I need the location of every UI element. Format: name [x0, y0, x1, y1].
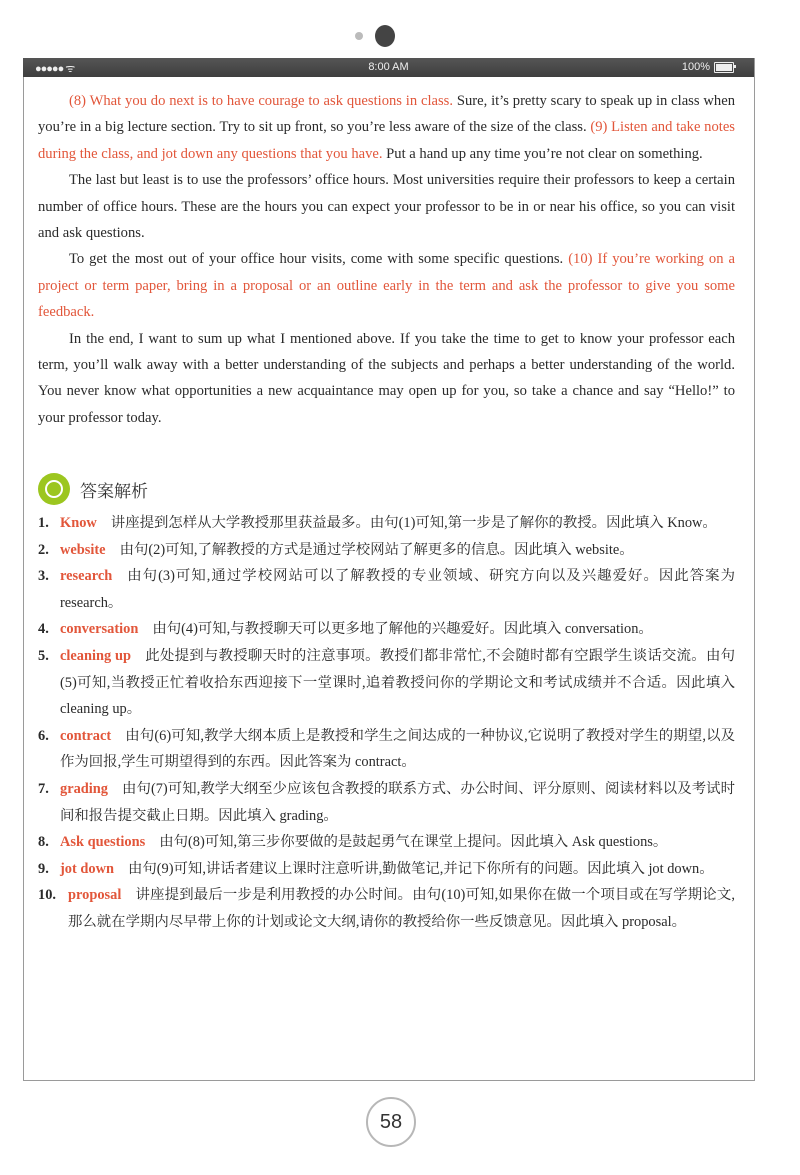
answer-item	[38, 537, 735, 564]
answer-number: 2.	[38, 541, 49, 558]
answer-keyword: contract	[60, 727, 112, 744]
answer-explanation: 讲座提到怎样从大学教授那里获益最多。由句(1)可知,第一步是了解你的教授。因此填入 Know。	[110, 515, 717, 531]
status-time: 8:00 AM	[368, 61, 409, 73]
answer-explanation: 由句(8)可知,第三步你要做的是鼓起勇气在课堂上提问。因此填入 Ask questions。	[159, 834, 668, 851]
answer-number: 7.	[38, 780, 49, 797]
paragraph	[38, 326, 735, 432]
answer-number: 10.	[38, 887, 56, 904]
answer-number: 1.	[38, 515, 49, 531]
text-segment: To get the most out of your office hour visits, come with some specific questions.	[69, 251, 569, 268]
answer-keyword: cleaning up	[60, 647, 132, 664]
text-segment: In the end, I want to sum up what I mentioned above. If you take the time to get to know your professor each term, you’ll walk away with a better understanding of the subjects and perhaps a better understanding of the world. You never know what opportunities a new acquaintance may open up for you, so take a chance and say “Hello!” to your professor today.	[38, 330, 735, 426]
battery-status	[682, 61, 734, 73]
answer-keyword: Know	[60, 515, 97, 531]
battery-percent: 100%	[681, 61, 710, 73]
answer-explanation: 由句(2)可知,了解教授的方式是通过学校网站了解更多的信息。因此填入 website。	[119, 541, 634, 558]
answer-number: 9.	[38, 860, 49, 877]
answer-explanation: 讲座提到最后一步是利用教授的办公时间。由句(10)可知,如果你在做一个项目或在写学期论文,那么就在学期内尽早带上你的计划或论文大纲,请你的教授给你一些反馈意见。因此填入 proposal。	[68, 887, 735, 930]
answer-explanation: 此处提到与教授聊天时的注意事项。教授们都非常忙,不会随时都有空跟学生谈话交流。由句(5)可知,当教授正忙着收拾东西迎接下一堂课时,追着教授问你的学期论文和考试成绩并不合适。因此填入 cleaning up。	[60, 647, 735, 718]
answer-number: 6.	[38, 727, 49, 744]
section-title: 答案解析	[80, 481, 148, 502]
answer-number: 5.	[38, 647, 49, 664]
answer-item	[38, 776, 735, 829]
text-segment: Sure, it’s pretty scary to speak up in class when you’re in a big lecture section. Try to sit up front, so you’re less aware of the size of the class.	[38, 93, 735, 136]
camera-dot	[375, 25, 395, 47]
answer-explanation: 由句(4)可知,与教授聊天可以更多地了解他的兴趣爱好。因此填入 conversation。	[152, 621, 653, 638]
highlighted-sentence: (8) What you do next is to have courage to ask questions in class.	[69, 93, 454, 109]
answer-explanation: 由句(7)可知,教学大纲至少应该包含教授的联系方式、办公时间、评分原则、阅读材料以及考试时间和报告提交截止日期。因此填入 grading。	[60, 780, 735, 824]
paragraph	[38, 88, 735, 167]
answer-item	[38, 723, 735, 776]
answer-item	[38, 643, 735, 723]
answer-keyword: website	[60, 541, 106, 558]
paragraph	[38, 246, 735, 325]
answer-explanation: 由句(3)可知,通过学校网站可以了解教授的专业领域、研究方向以及兴趣爱好。因此答案为 research。	[60, 568, 735, 611]
answer-keyword: grading	[60, 780, 108, 797]
answer-keyword: Ask questions	[60, 834, 146, 851]
highlighted-sentence: (9) Listen and take notes during the class, and jot down any questions that you have.	[38, 119, 735, 162]
battery-icon	[714, 62, 734, 73]
highlighted-sentence: (10) If you’re working on a project or term paper, bring in a proposal or an outline early in the term and ask the professor to give you some feedback.	[38, 251, 735, 321]
answer-keyword: research	[60, 568, 113, 585]
answer-number: 8.	[38, 834, 49, 851]
page-number: 58	[366, 1097, 416, 1147]
answer-item	[38, 882, 735, 935]
answer-keyword: conversation	[60, 621, 139, 638]
section-header	[38, 473, 148, 505]
magnifier-icon	[38, 473, 70, 505]
answer-keyword: proposal	[68, 887, 122, 904]
signal-wifi-icon: ●●●●● ᯤ	[35, 63, 75, 75]
answer-item	[38, 856, 735, 883]
passage-text	[38, 88, 735, 431]
status-bar	[23, 58, 754, 77]
answer-explanation: 由句(9)可知,讲话者建议上课时注意听讲,勤做笔记,并记下你所有的问题。因此填入 jot down。	[127, 860, 714, 877]
answer-item	[38, 829, 735, 856]
answer-explanation: 由句(6)可知,教学大纲本质上是教授和学生之间达成的一种协议,它说明了教授对学生的期望,以及作为回报,学生可期望得到的东西。因此答案为 contract。	[60, 727, 735, 771]
answer-number: 4.	[38, 621, 49, 638]
answer-number: 3.	[38, 568, 49, 585]
answer-list	[38, 510, 735, 936]
paragraph	[38, 167, 735, 246]
text-segment: Put a hand up any time you’re not clear on something.	[382, 145, 703, 162]
answer-item	[38, 510, 735, 537]
text-segment: The last but least is to use the professors’ office hours. Most universities require their professors to keep a certain number of office hours. These are the hours you can expect your professor to be in or near his office, so you can visit and ask questions.	[38, 172, 735, 242]
answer-item	[38, 616, 735, 643]
answer-item	[38, 563, 735, 616]
answer-keyword: jot down	[60, 860, 114, 877]
camera-dot-small	[355, 32, 363, 40]
